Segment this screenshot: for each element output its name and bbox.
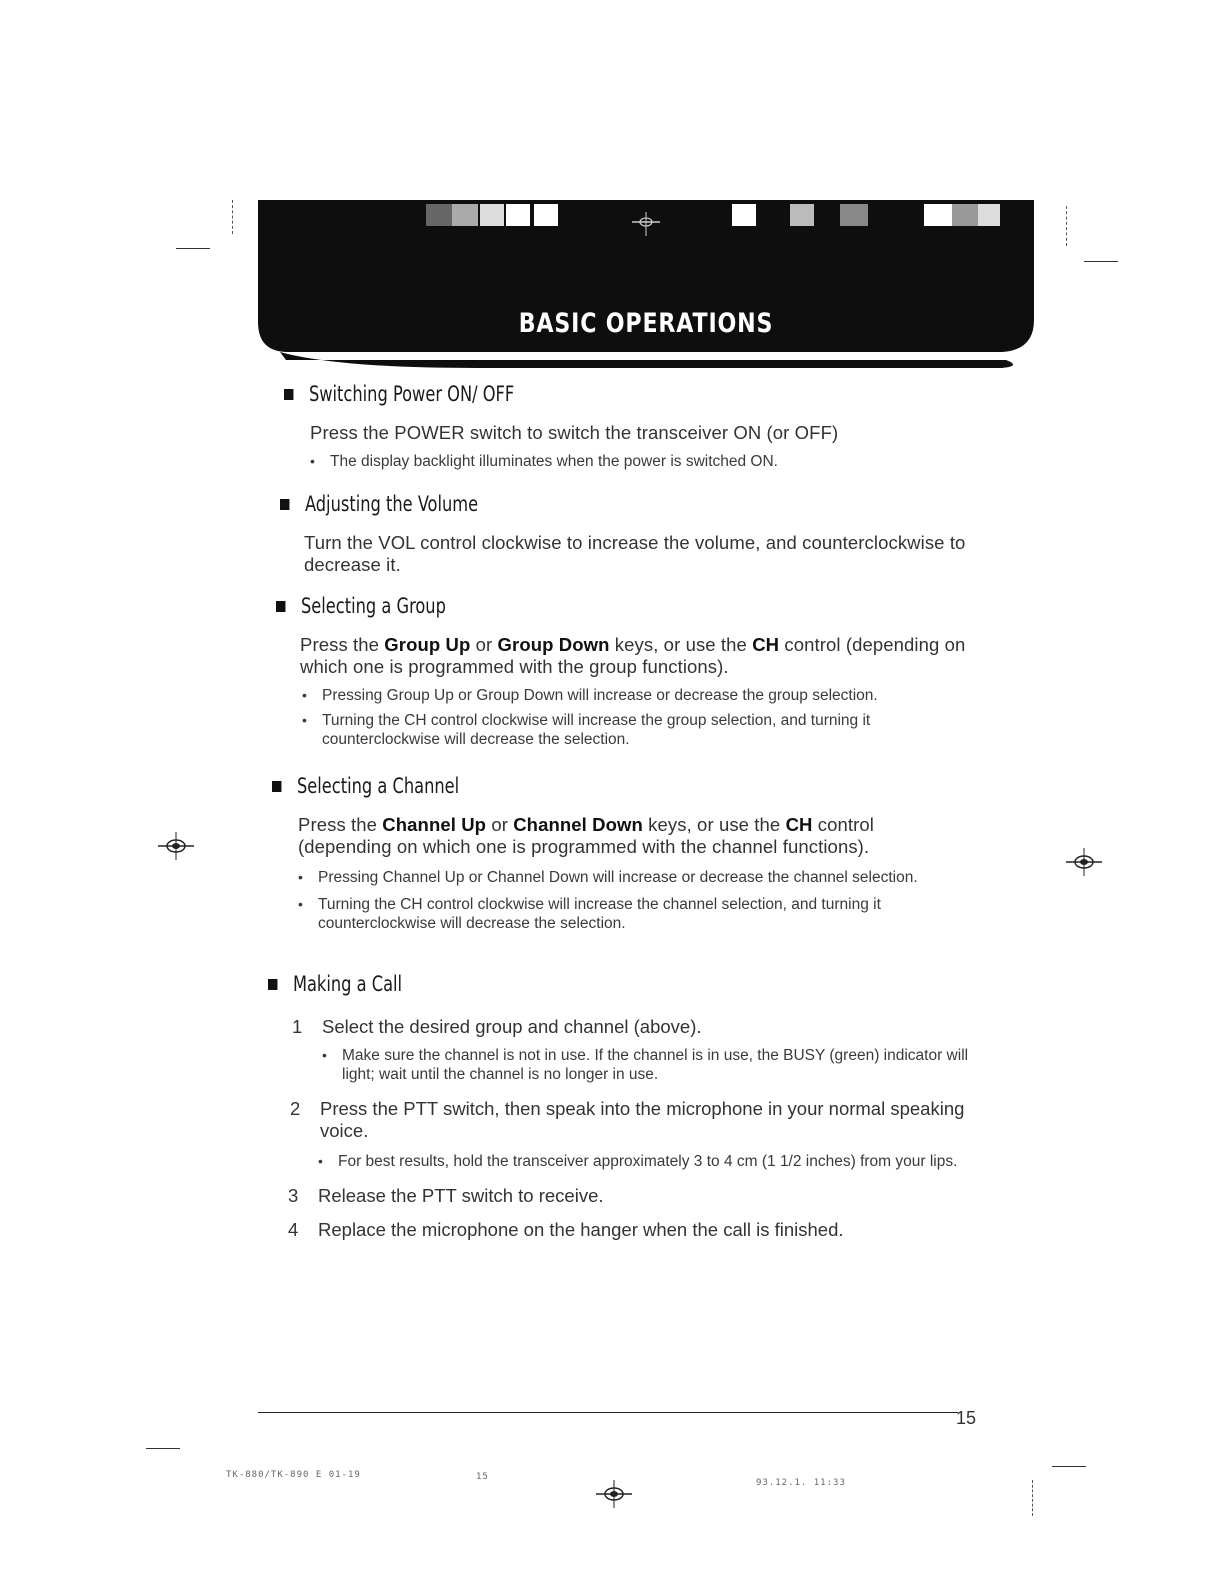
- body-paragraph: Press the Group Up or Group Down keys, or use the CH control (depending on which one is programmed with the group functions).: [300, 634, 966, 677]
- section-heading: [272, 772, 891, 800]
- crop-mark: [146, 1448, 180, 1449]
- crop-mark: [1066, 206, 1068, 246]
- list-item: • Make sure the channel is not in use. If the channel is in use, the BUSY (green) indicator will light; wait until the channel is no longer in use.: [322, 1047, 969, 1083]
- registration-mark-icon: [594, 1474, 634, 1514]
- section-power: [284, 380, 1004, 471]
- list-item: • Pressing Channel Up or Channel Down will increase or decrease the channel selection.: [298, 869, 918, 886]
- crop-mark: [1032, 1480, 1034, 1516]
- section-heading: [268, 970, 887, 998]
- crop-mark: [176, 248, 210, 249]
- square-bullet-icon: [268, 979, 277, 990]
- list-item: • Pressing Group Up or Group Down will increase or decrease the group selection.: [302, 687, 878, 704]
- registration-mark-icon: [1064, 842, 1104, 882]
- banner-background: [258, 200, 1034, 372]
- body-paragraph: Press the Channel Up or Channel Down keys, or use the CH control (depending on which one is programmed with the channel functions).: [298, 814, 874, 857]
- heading-text: Switching Power ON/ OFF: [308, 382, 515, 406]
- section-heading: [276, 592, 895, 620]
- square-bullet-icon: [280, 499, 289, 510]
- square-bullet-icon: [276, 601, 285, 612]
- registration-mark-icon: [156, 826, 196, 866]
- square-bullet-icon: [272, 781, 281, 792]
- section-making-call: [268, 970, 988, 1241]
- section-group: [276, 592, 996, 749]
- section-volume: [280, 490, 1000, 576]
- body-paragraph: Press the POWER switch to switch the transceiver ON (or OFF): [310, 422, 839, 443]
- heading-text: Selecting a Channel: [296, 774, 460, 798]
- section-channel: [272, 772, 992, 933]
- step-item: 1 Select the desired group and channel (above).: [292, 1016, 702, 1037]
- footer-rule: [258, 1412, 958, 1413]
- page-title: BASIC OPERATIONS: [518, 308, 774, 339]
- section-heading: [280, 490, 899, 518]
- heading-text: Adjusting the Volume: [304, 492, 479, 516]
- step-item: 2 Press the PTT switch, then speak into the microphone in your normal speaking voice.: [290, 1098, 965, 1141]
- list-item: • The display backlight illuminates when the power is switched ON.: [310, 453, 778, 470]
- step-item: 4 Replace the microphone on the hanger when the call is finished.: [288, 1219, 844, 1240]
- print-code: 15: [476, 1472, 489, 1482]
- step-item: 3 Release the PTT switch to receive.: [288, 1185, 604, 1206]
- print-code: TK-880/TK-890 E 01-19: [226, 1470, 361, 1480]
- list-item: • Turning the CH control clockwise will increase the channel selection, and turning it counterclockwise will decrease the selection.: [298, 896, 881, 932]
- list-item: • For best results, hold the transceiver approximately 3 to 4 cm (1 1/2 inches) from your lips.: [318, 1153, 958, 1170]
- crop-mark: [1052, 1466, 1086, 1467]
- list-item: • Turning the CH control clockwise will increase the group selection, and turning it counterclockwise will decrease the selection.: [302, 712, 871, 748]
- section-heading: [284, 380, 903, 408]
- heading-text: Making a Call: [292, 972, 403, 996]
- page-number: 15: [956, 1408, 977, 1428]
- heading-text: Selecting a Group: [300, 594, 446, 618]
- crop-mark: [1084, 261, 1118, 262]
- body-paragraph: Turn the VOL control clockwise to increase the volume, and counterclockwise to decrease it.: [304, 532, 966, 575]
- square-bullet-icon: [284, 389, 293, 400]
- section-banner: [258, 200, 1034, 368]
- print-code: 93.12.1. 11:33: [756, 1478, 846, 1488]
- crop-mark: [232, 200, 234, 234]
